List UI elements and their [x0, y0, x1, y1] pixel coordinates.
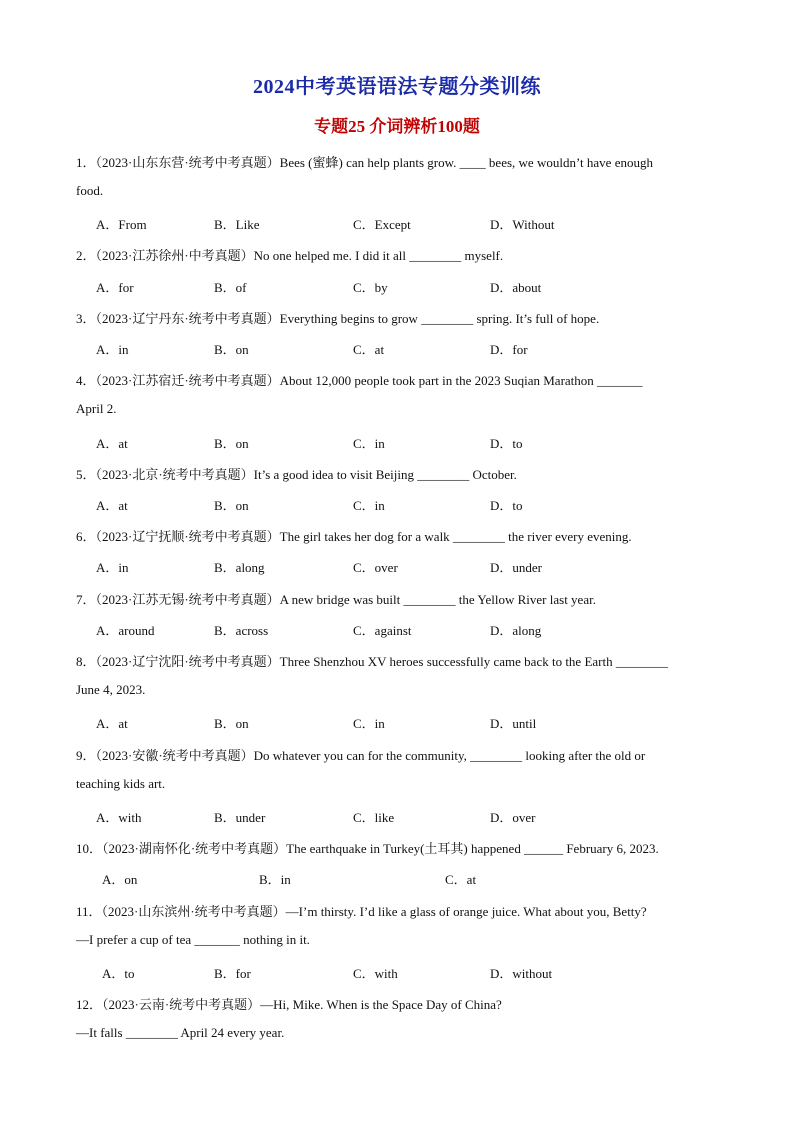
question-6-option-b: B．along [214, 560, 265, 575]
question-5-option-a: A．at [96, 498, 128, 513]
question-7-option-b: B．across [214, 623, 269, 638]
question-4-option-c: C．in [353, 436, 385, 451]
question-4-option-b: B．on [214, 436, 249, 451]
question-9-line-2: teaching kids art. [76, 776, 166, 791]
question-9-line-1: 9．（2023·安徽·统考中考真题）Do whatever you can for the community, ________ looking after the old or [76, 748, 646, 763]
question-2-option-d: D．about [490, 280, 542, 295]
question-3-line-1: 3．（2023·辽宁丹东·统考中考真题）Everything begins to grow ________ spring. It’s full of hope. [76, 311, 600, 326]
question-11-option-a: A．to [102, 966, 135, 981]
question-4-line-2: April 2. [76, 401, 117, 416]
question-7-option-a: A．around [96, 623, 155, 638]
question-8-line-2: June 4, 2023. [76, 682, 146, 697]
question-9-option-d: D．over [490, 810, 536, 825]
question-3-option-d: D．for [490, 342, 528, 357]
question-7-option-c: C．against [353, 623, 412, 638]
question-5-option-d: D．to [490, 498, 523, 513]
question-1-option-d: D．Without [490, 217, 555, 232]
question-4-line-1: 4．（2023·江苏宿迁·统考中考真题）About 12,000 people took part in the 2023 Suqian Marathon _______ [76, 373, 643, 388]
question-4-option-a: A．at [96, 436, 128, 451]
question-11-line-1: 11．（2023·山东滨州·统考中考真题）—I’m thirsty. I’d like a glass of orange juice. What about you, Betty? [76, 904, 647, 919]
question-2-option-c: C．by [353, 280, 388, 295]
question-10-option-a: A．on [102, 872, 138, 887]
question-8-line-1: 8．（2023·辽宁沈阳·统考中考真题）Three Shenzhou XV heroes successfully came back to the Earth ________ [76, 654, 668, 669]
question-5-option-b: B．on [214, 498, 249, 513]
question-8-option-b: B．on [214, 716, 249, 731]
question-1-option-c: C．Except [353, 217, 411, 232]
question-2-line-1: 2．（2023·江苏徐州·中考真题）No one helped me. I did it all ________ myself. [76, 248, 504, 263]
question-2-option-a: A．for [96, 280, 134, 295]
document-title: 2024中考英语语法专题分类训练 [253, 76, 541, 98]
question-7-line-1: 7．（2023·江苏无锡·统考中考真题）A new bridge was built ________ the Yellow River last year. [76, 592, 596, 607]
question-10-option-b: B．in [259, 872, 291, 887]
question-9-option-a: A．with [96, 810, 142, 825]
question-2-option-b: B．of [214, 280, 247, 295]
question-10-option-c: C．at [445, 872, 477, 887]
question-3-option-c: C．at [353, 342, 385, 357]
question-6-option-a: A．in [96, 560, 129, 575]
question-6-option-d: D．under [490, 560, 542, 575]
question-6-option-c: C．over [353, 560, 398, 575]
question-1-option-b: B．Like [214, 217, 260, 232]
question-12-line-1: 12．（2023·云南·统考中考真题）—Hi, Mike. When is the Space Day of China? [76, 997, 502, 1012]
question-11-option-c: C．with [353, 966, 398, 981]
question-9-option-c: C．like [353, 810, 395, 825]
question-11-option-d: D．without [490, 966, 553, 981]
question-8-option-a: A．at [96, 716, 128, 731]
document-subtitle: 专题25 介词辨析100题 [314, 117, 480, 136]
question-6-line-1: 6．（2023·辽宁抚顺·统考中考真题）The girl takes her dog for a walk ________ the river every evening. [76, 529, 632, 544]
question-4-option-d: D．to [490, 436, 523, 451]
question-5-option-c: C．in [353, 498, 385, 513]
question-3-option-a: A．in [96, 342, 129, 357]
question-9-option-b: B．under [214, 810, 266, 825]
question-8-option-d: D．until [490, 716, 537, 731]
question-1-line-1: 1．（2023·山东东营·统考中考真题）Bees (蜜蜂) can help plants grow. ____ bees, we wouldn’t have enough [76, 155, 653, 170]
question-11-option-b: B．for [214, 966, 251, 981]
question-12-line-2: —It falls ________ April 24 every year. [76, 1025, 285, 1040]
question-5-line-1: 5．（2023·北京·统考中考真题）It’s a good idea to visit Beijing ________ October. [76, 467, 517, 482]
question-10-line-1: 10．（2023·湖南怀化·统考中考真题）The earthquake in Turkey(土耳其) happened ______ February 6, 2023. [76, 841, 659, 856]
question-1-option-a: A．From [96, 217, 147, 232]
question-3-option-b: B．on [214, 342, 249, 357]
question-8-option-c: C．in [353, 716, 385, 731]
question-1-line-2: food. [76, 183, 104, 198]
question-7-option-d: D．along [490, 623, 542, 638]
question-11-line-2: —I prefer a cup of tea _______ nothing in it. [76, 932, 310, 947]
